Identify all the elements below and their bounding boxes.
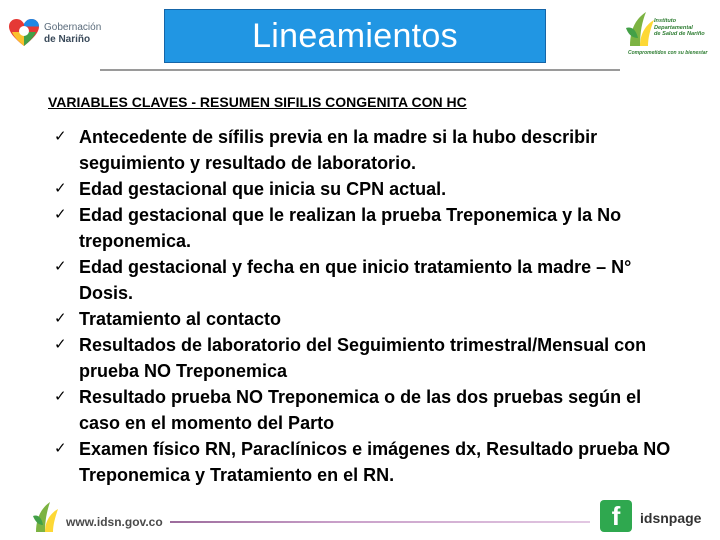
checkmark-icon: ✓: [54, 258, 67, 275]
list-item-text: Edad gestacional que le realizan la prueba Treponemica y la No treponemica.: [79, 205, 622, 251]
section-subtitle: VARIABLES CLAVES - RESUMEN SIFILIS CONGENITA CON HC: [48, 94, 467, 110]
checkmark-icon: ✓: [54, 336, 67, 353]
leaf-logo-icon: [32, 498, 62, 534]
list-item-text: Edad gestacional que inicia su CPN actual.: [79, 179, 447, 199]
idsn-name: Instituto Departamental de Salud de Nariño: [654, 18, 705, 37]
checkmark-icon: ✓: [54, 440, 67, 457]
list-item: [54, 436, 674, 488]
checkmark-icon: ✓: [54, 310, 67, 327]
list-item-text: Examen físico RN, Paraclínicos e imágenes dx, Resultado prueba NO Treponemica y Tratamiento en el RN.: [79, 439, 671, 485]
list-item-text: Antecedente de sífilis previa en la madre si la hubo describir seguimiento y resultado de laboratorio.: [79, 127, 598, 173]
footer-divider: [170, 521, 590, 523]
checkmark-icon: ✓: [54, 128, 67, 145]
list-item-text: Tratamiento al contacto: [79, 309, 282, 329]
list-item: [54, 332, 674, 384]
heart-logo-icon: [8, 18, 40, 48]
list-item-text: Edad gestacional y fecha en que inicio tratamiento la madre – N° Dosis.: [79, 257, 632, 303]
list-item-text: Resultado prueba NO Treponemica o de las dos pruebas según el caso en el momento del Parto: [79, 387, 642, 433]
list-item: [54, 254, 674, 306]
idsn-tagline: Comprometidos con su bienestar: [628, 50, 708, 56]
website-link[interactable]: www.idsn.gov.co: [66, 515, 163, 529]
checkmark-icon: ✓: [54, 206, 67, 223]
list-item: [54, 124, 674, 176]
idsn-logo: [622, 8, 714, 70]
leaf-logo-icon: [624, 8, 658, 48]
list-item: [54, 306, 674, 332]
facebook-glyph: f: [611, 501, 621, 531]
facebook-page-link[interactable]: idsnpage: [640, 510, 702, 526]
header-divider: [100, 69, 620, 71]
gobernacion-name: Gobernación de Nariño: [44, 22, 102, 45]
variables-list: [54, 124, 674, 488]
page-title: Lineamientos: [252, 16, 458, 55]
list-item-text: Resultados de laboratorio del Seguimiento trimestral/Mensual con prueba NO Treponemica: [79, 335, 647, 381]
checkmark-icon: ✓: [54, 180, 67, 197]
title-banner: [164, 9, 546, 63]
gobernacion-narino-logo: [8, 16, 123, 52]
list-item: [54, 176, 674, 202]
checkmark-icon: ✓: [54, 388, 67, 405]
facebook-icon[interactable]: [600, 500, 632, 532]
list-item: [54, 202, 674, 254]
list-item: [54, 384, 674, 436]
